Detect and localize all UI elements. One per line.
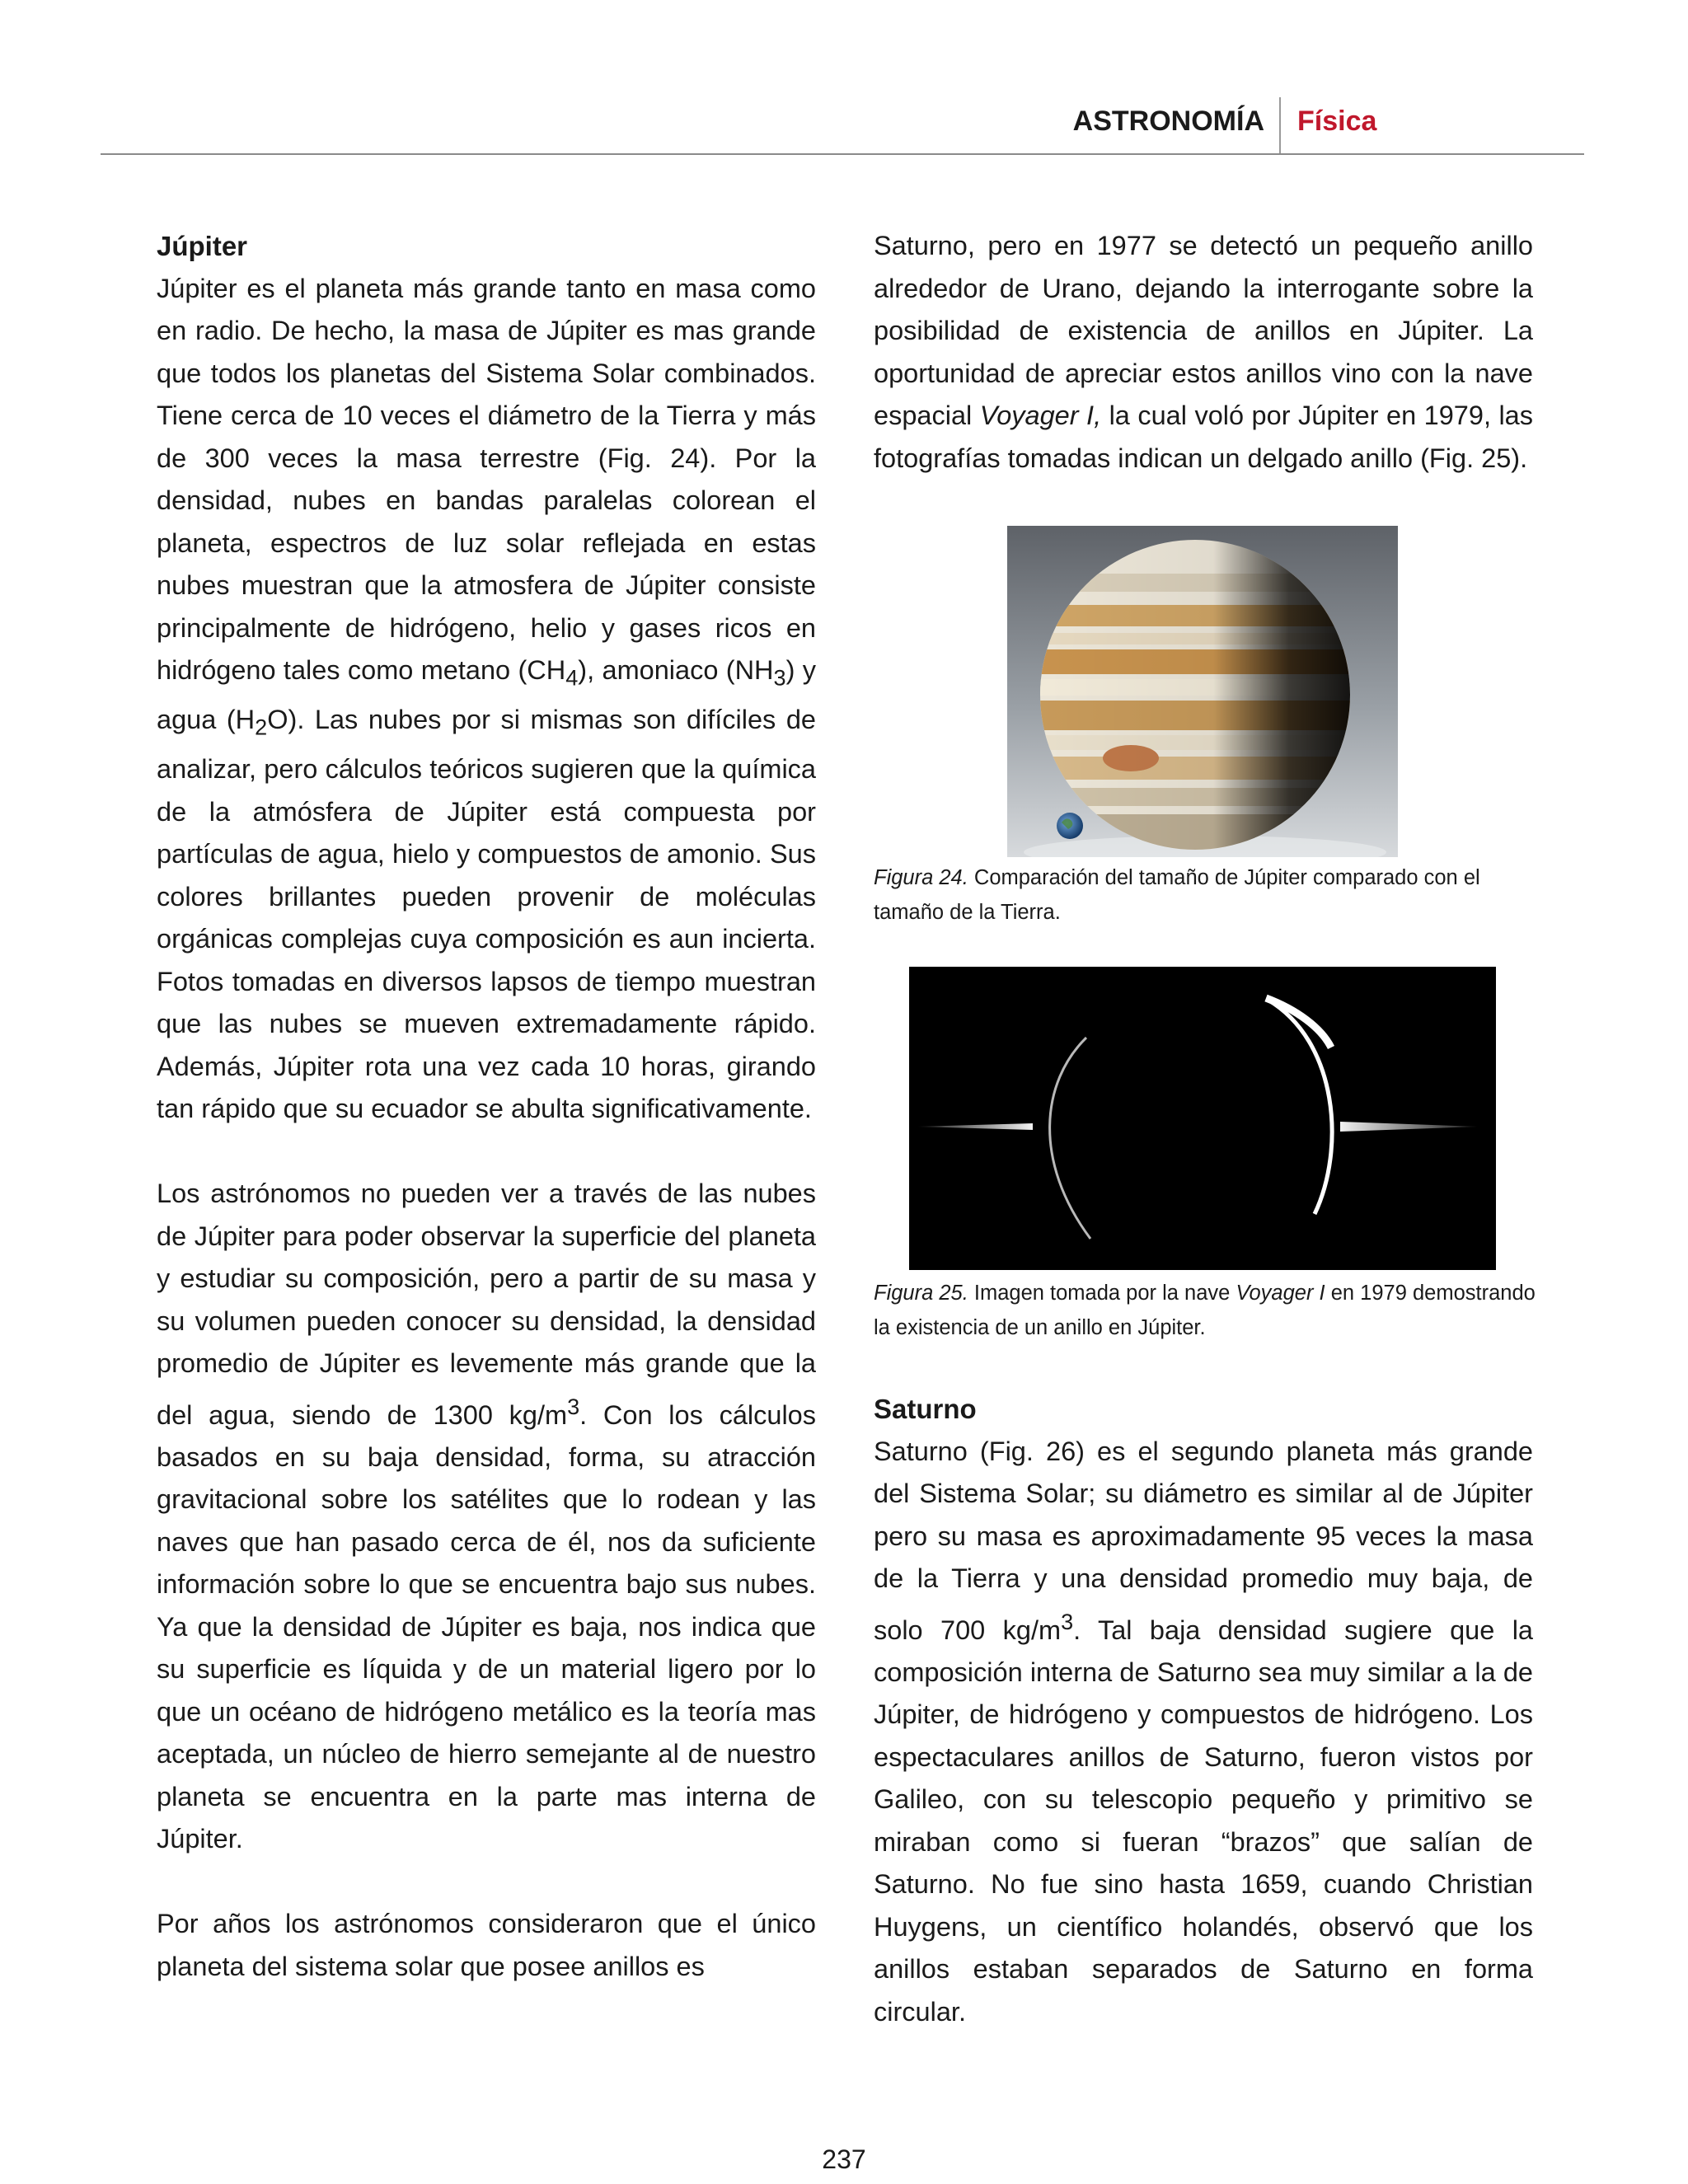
jupiter-paragraph-2: Los astrónomos no pueden ver a través de las nubes de Júpiter para poder observar la superficie del planeta y estudiar su composición, pero a partir de su masa y su volumen pueden conocer su densidad, la densidad promedio de Júpiter es levemente más grande que la del agua, siendo de 1300 $kg/m^3$. Con los cálculos basados en su baja densidad, forma, su atracción gravitacional sobre los satélites que lo rodean y las naves que han pasado cerca de él, nos da suficiente información sobre lo que se encuentra bajo sus nubes. Ya que la densidad de Júpiter es baja, nos indica que su superficie es líquida y de un material ligero por lo que un océano de hidrógeno metálico es la teoría mas aceptada, un núcleo de hierro semejante al de nuestro planeta se encuentra en la parte mas interna de Júpiter. [157, 1179, 817, 1854]
header-subject: Física [1297, 105, 1377, 137]
saturno-heading: Saturno [874, 1394, 977, 1424]
jupiter-paragraph-3-continued: Saturno, pero en 1977 se detectó un pequeño anillo alrededor de Urano, dejando la interrogante sobre la posibilidad de existencia de anillos en Júpiter. La oportunidad de apreciar estos anillos vino con la nave espacial Voyager I, la cual voló por Júpiter en 1979, las fotografías tomadas indican un delgado anillo (Fig. 25). [874, 231, 1533, 473]
header-rule [101, 153, 1584, 155]
jupiter-heading: Júpiter [157, 231, 248, 261]
jupiter-paragraph-1: Júpiter es el planeta más grande tanto en masa como en radio. De hecho, la masa de Júpiter es mas grande que todos los planetas del Sistema Solar combinados. Tiene cerca de 10 veces el diámetro de la Tierra y más de 300 veces la masa terrestre (Fig. 24). Por la densidad, nubes en bandas paralelas colorean el planeta, espectros de luz solar reflejada en estas nubes muestran que la atmosfera de Júpiter consiste principalmente de hidrógeno, helio y gases ricos en hidrógeno tales como metano $(CH_4)$, amoniaco $(NH_3)$ y agua $(H_2O)$. Las nubes por si mismas son difíciles de analizar, pero cálculos teóricos sugieren que la química de la atmósfera de Júpiter está compuesta por partículas de agua, hielo y compuestos de amonio. Sus colores brillantes pueden provenir de moléculas orgánicas complejas cuya composición es aun incierta. Fotos tomadas en diversos lapsos de tiempo muestran que las nubes se mueven extremadamente rápido. Además, Júpiter rota una vez cada 10 horas, girando tan rápido que su ecuador se abulta significativamente. [157, 273, 817, 1123]
saturno-paragraph-1: Saturno (Fig. 26) es el segundo planeta más grande del Sistema Solar; su diámetro es similar al de Júpiter pero su masa es aproximadamente 95 veces la masa de la Tierra y una densidad promedio muy baja, de solo 700 $kg/m^3$. Tal baja densidad sugiere que la composición interna de Saturno sea muy similar a la de Júpiter, de hidrógeno y compuestos de hidrógeno. Los espectaculares anillos de Saturno, fueron vistos por Galileo, con su telescopio pequeño y primitivo se miraban como si fueran “brazos” que salían de Saturno. No fue sino hasta 1659, cuando Christian Huygens, un científico holandés, observó que los anillos estaban separados de Saturno en forma circular. [874, 1436, 1533, 2027]
header-section-title: ASTRONOMÍA [1072, 105, 1264, 137]
jupiter-paragraph-3: Por años los astrónomos consideraron que el único planeta del sistema solar que posee anillos es [157, 1909, 816, 1981]
figure-24-caption: Figura 24. Comparación del tamaño de Júpiter comparado con el tamaño de la Tierra. [874, 866, 1480, 924]
figure-25-caption: Figura 25. Imagen tomada por la nave Voyager I en 1979 demostrando la existencia de un anillo en Júpiter. [874, 1282, 1536, 1339]
voyager-jupiter-ring-image [909, 967, 1496, 1270]
header-separator [1279, 97, 1281, 155]
right-column-bottom [874, 1388, 1533, 2033]
page-number: 237 [822, 2144, 866, 2174]
right-column-top [874, 225, 1533, 480]
jupiter-earth-comparison-image [1007, 526, 1398, 857]
left-column [157, 225, 816, 1988]
